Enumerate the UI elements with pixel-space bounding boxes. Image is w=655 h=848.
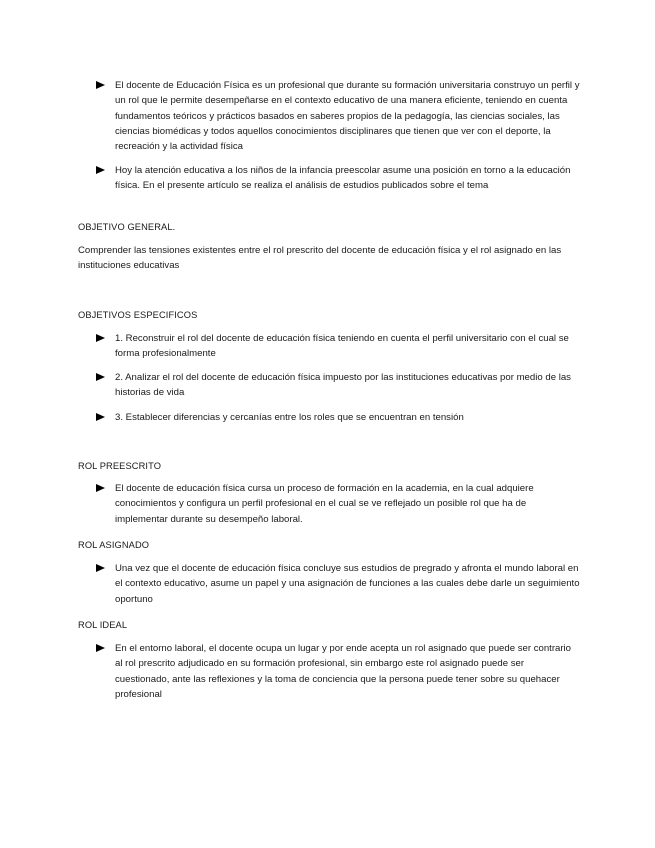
objetivo-general-text: Comprender las tensiones existentes entre el rol prescrito del docente de educación física y el rol asignado en las instituciones educativas [78, 245, 562, 272]
bullet-arrow-icon [96, 484, 105, 492]
objetivo-especifico-item-2 [96, 370, 581, 401]
intro-bullet-text: Hoy la atención educativa a los niños de la infancia preescolar asume una posición en torno a la educación física. En el presente artículo se realiza el análisis de estudios publicados sobre el tema [115, 165, 571, 192]
rol-prescrito-bullet [96, 481, 581, 527]
objetivo-especifico-item-1 [96, 331, 581, 362]
intro-bullet-text: El docente de Educación Física es un profesional que durante su formación universitaria construyo un perfil y un rol que le permite desempeñarse en el contexto educativo de una manera eficiente, teniendo en cuenta fundamentos teóricos y prácticos basados en saberes propios de la pedagogía, las ciencias sociales, las ciencias biomédicas y todos aquellos conocimientos disciplinares que tienen que ver con el deporte, la recreación y la actividad física [115, 80, 580, 153]
rol-asignado-bullet [96, 561, 581, 607]
bullet-arrow-icon [96, 564, 105, 572]
rol-asignado-heading: ROL ASIGNADO [78, 540, 150, 550]
rol-ideal-heading: ROL IDEAL [78, 620, 128, 630]
objetivo-especifico-text: 1. Reconstruir el rol del docente de educación física teniendo en cuenta el perfil universitario con el cual se forma profesionalmente [115, 333, 569, 360]
bullet-arrow-icon [96, 413, 105, 421]
rol-ideal-text: En el entorno laboral, el docente ocupa un lugar y por ende acepta un rol asignado que puede ser contrario al rol prescrito adjudicado en su formación profesional, sin embargo este rol asignado puede ser cuestionado, ante las reflexiones y la toma de conciencia que la persona puede tener sobre su quehacer profesional [115, 643, 572, 700]
bullet-arrow-icon [96, 334, 105, 342]
rol-asignado-text: Una vez que el docente de educación física concluye sus estudios de pregrado y afronta el mundo laboral en el contexto educativo, asume un papel y una asignación de funciones a las cuales debe darle un seguimiento oportuno [115, 563, 580, 605]
objetivo-especifico-text: 2. Analizar el rol del docente de educación física impuesto por las instituciones educativas por medio de las historias de vida [115, 372, 571, 399]
rol-prescrito-text: El docente de educación física cursa un proceso de formación en la academia, en la cual adquiere conocimientos y configura un perfil profesional en el cual se ve reflejado un posible rol que ha de implementar durante su desempeño laboral. [115, 483, 534, 525]
rol-ideal-bullet [96, 641, 581, 702]
objetivo-especifico-item-3 [96, 410, 581, 425]
bullet-arrow-icon [96, 373, 105, 381]
intro-bullet-1 [96, 78, 581, 154]
bullet-arrow-icon [96, 644, 105, 652]
bullet-arrow-icon [96, 81, 105, 89]
objetivos-especificos-heading: OBJETIVOS ESPECIFICOS [78, 310, 198, 320]
objetivo-general-heading: OBJETIVO GENERAL. [78, 222, 176, 232]
intro-bullet-2 [96, 163, 581, 194]
objetivo-especifico-text: 3. Establecer diferencias y cercanías entre los roles que se encuentran en tensión [115, 412, 464, 423]
bullet-arrow-icon [96, 166, 105, 174]
rol-prescrito-heading: ROL PREESCRITO [78, 461, 162, 471]
